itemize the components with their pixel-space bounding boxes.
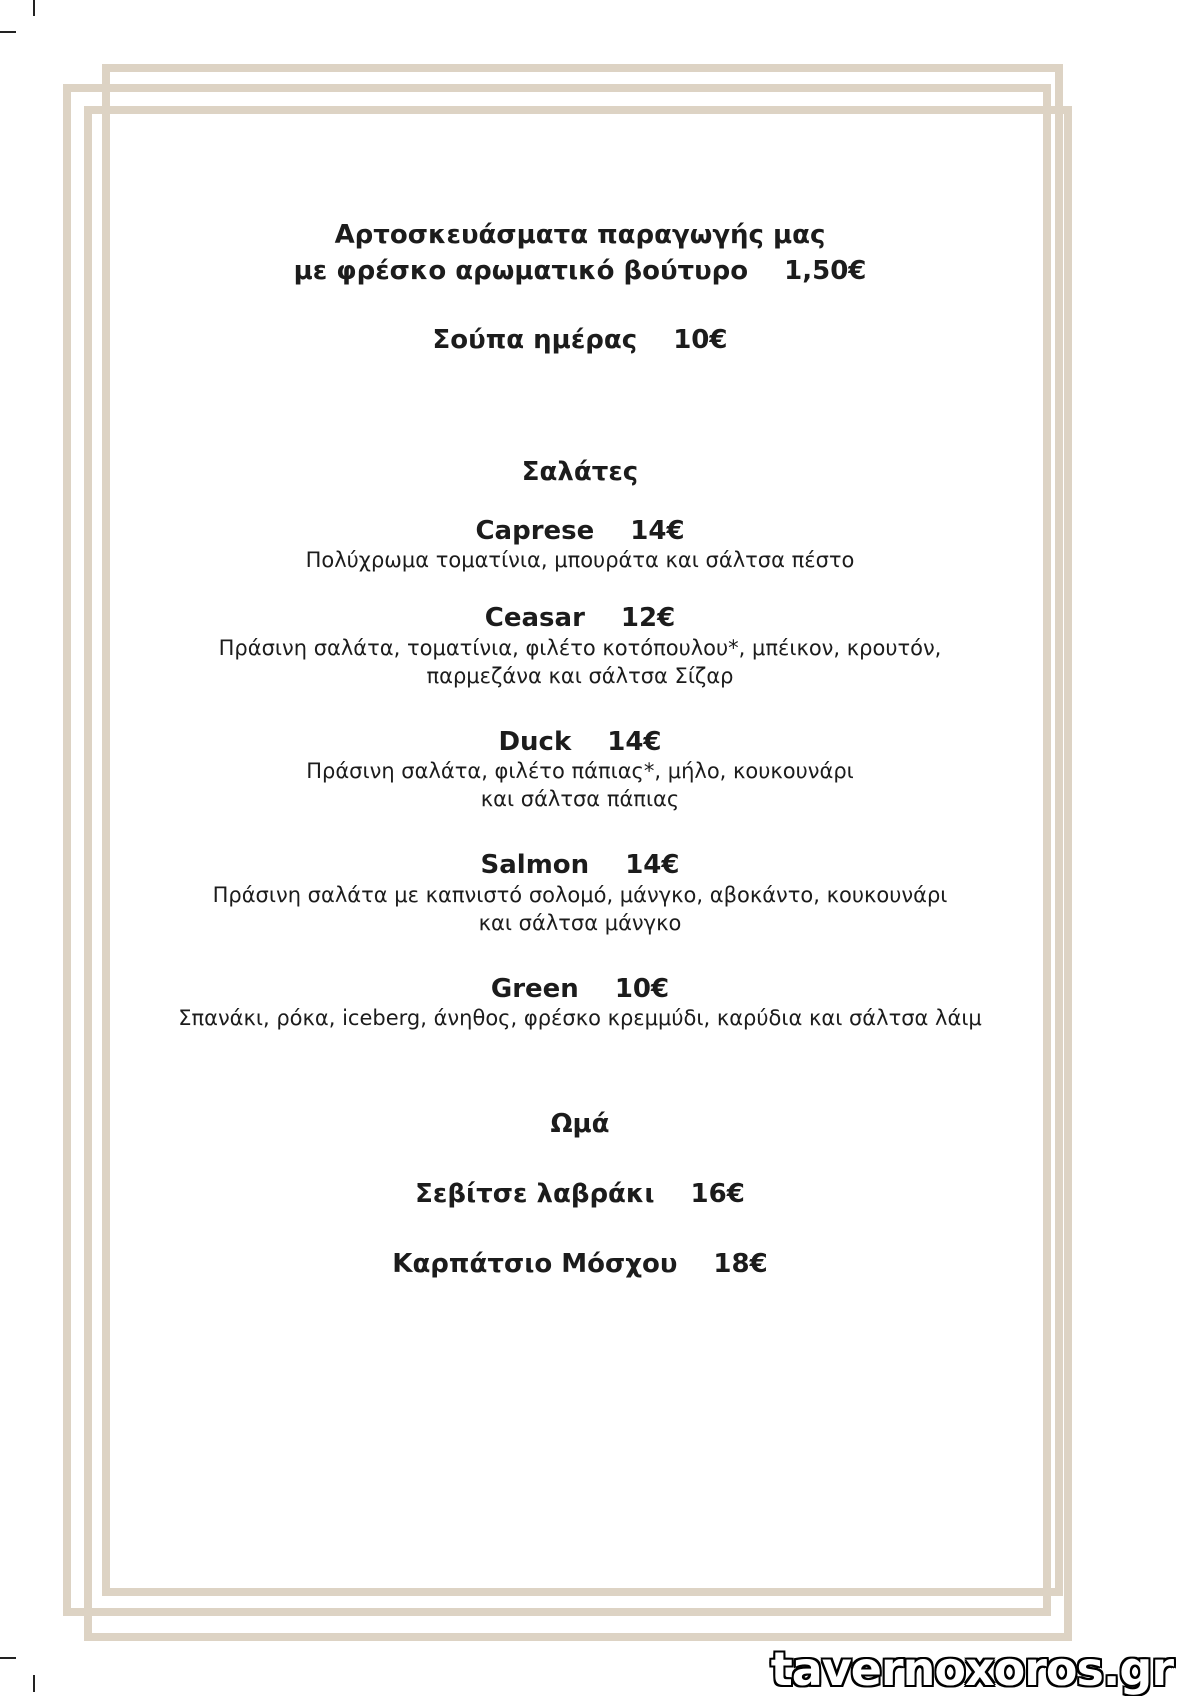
- item-description: Πράσινη σαλάτα με καπνιστό σολομό, μάνγκο, αβοκάντο, κουκουνάρι: [212, 883, 948, 907]
- item-price: 10€: [614, 974, 670, 1004]
- menu-item-title: [0, 850, 1160, 880]
- item-name: Green: [490, 974, 579, 1004]
- bread-description: με φρέσκο αρωματικό βούτυρο: [293, 256, 749, 286]
- item-name: Duck: [498, 727, 572, 757]
- item-description: Πολύχρωμα τοματίνια, μπουράτα και σάλτσα πέστο: [305, 548, 855, 572]
- menu-item-title: [0, 1179, 1160, 1209]
- section-heading-salads: Σαλάτες: [521, 457, 639, 487]
- item-price: 16€: [690, 1179, 745, 1209]
- site-watermark: tavernoxoros.gr: [770, 1642, 1173, 1696]
- item-description: και σάλτσα μάνγκο: [478, 911, 682, 935]
- item-name: Καρπάτσιο Μόσχου: [392, 1249, 678, 1279]
- item-price: 18€: [713, 1249, 768, 1279]
- item-price: 14€: [607, 727, 662, 757]
- menu-item-title: [0, 516, 1160, 546]
- soup-name: Σούπα ημέρας: [432, 325, 638, 355]
- item-price: 14€: [630, 516, 685, 546]
- bread-line-2: [0, 256, 1160, 286]
- section-heading-raw: Ωμά: [550, 1109, 610, 1139]
- item-description: Πράσινη σαλάτα, φιλέτο πάπιας*, μήλο, κουκουνάρι: [306, 759, 854, 783]
- item-name: Σεβίτσε λαβράκι: [415, 1179, 655, 1209]
- menu-item-title: [0, 603, 1160, 633]
- menu-item-title: [0, 1249, 1160, 1279]
- soup-item: [0, 325, 1160, 355]
- crop-mark: [0, 31, 16, 33]
- item-price: 12€: [620, 603, 676, 633]
- item-name: Ceasar: [484, 603, 585, 633]
- crop-mark: [33, 0, 35, 16]
- item-price: 14€: [625, 850, 680, 880]
- crop-mark: [33, 1675, 35, 1692]
- item-description: και σάλτσα πάπιας: [480, 787, 680, 811]
- bread-price: 1,50€: [784, 256, 867, 286]
- item-description: Πράσινη σαλάτα, τοματίνια, φιλέτο κοτόπουλου*, μπέικον, κρουτόν,: [218, 636, 942, 660]
- menu-item-title: [0, 727, 1160, 757]
- item-description: παρμεζάνα και σάλτσα Σίζαρ: [426, 664, 734, 688]
- item-name: Salmon: [480, 850, 590, 880]
- soup-price: 10€: [673, 325, 728, 355]
- item-description: Σπανάκι, ρόκα, iceberg, άνηθος, φρέσκο κρεμμύδι, καρύδια και σάλτσα λάιμ: [178, 1006, 982, 1030]
- crop-mark: [0, 1657, 16, 1659]
- bread-line-1: Αρτοσκευάσματα παραγωγής μας: [334, 220, 826, 250]
- menu-item-title: [0, 974, 1160, 1004]
- item-name: Caprese: [475, 516, 595, 546]
